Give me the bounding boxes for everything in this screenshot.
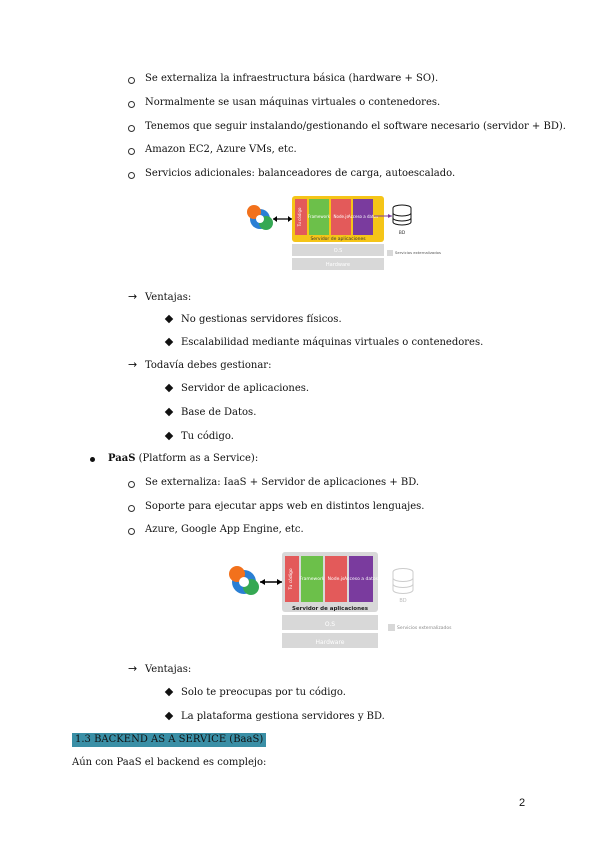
list-item: Base de Datos. bbox=[181, 407, 257, 418]
diamond-marker bbox=[165, 408, 173, 416]
list-item: Soporte para ejecutar apps web en distintos lenguajes. bbox=[145, 501, 425, 512]
db-label: BD bbox=[399, 598, 407, 604]
diamond-marker bbox=[165, 315, 173, 323]
legend-swatch bbox=[388, 624, 395, 631]
block-framework-label: Framework bbox=[299, 577, 325, 582]
list-marker bbox=[128, 505, 135, 512]
iaas-architecture-figure bbox=[240, 192, 441, 276]
list-item: Servicios adicionales: balanceadores de carga, autoescalado. bbox=[145, 168, 456, 179]
section-heading: 1.3 BACKEND AS A SERVICE (BaaS) bbox=[72, 733, 266, 747]
paas-title-rest: (Platform as a Service): bbox=[135, 453, 259, 464]
diamond-marker bbox=[165, 432, 173, 440]
arrow-marker: → bbox=[128, 662, 138, 675]
paas-title: PaaS bbox=[108, 453, 136, 464]
server-label: Servidor de aplicaciones bbox=[310, 237, 366, 242]
list-marker bbox=[128, 101, 135, 108]
legend-label: Servicios externalizados bbox=[397, 626, 452, 631]
list-item: Tenemos que seguir instalando/gestionando el software necesario (servidor + BD). bbox=[145, 121, 566, 132]
sub-heading: Ventajas: bbox=[145, 292, 192, 303]
list-item: Azure, Google App Engine, etc. bbox=[145, 524, 304, 535]
block-data-access-label: Acceso a datos bbox=[344, 577, 378, 582]
diamond-marker bbox=[165, 338, 173, 346]
list-item: Escalabilidad mediante máquinas virtuales o contenedores. bbox=[181, 337, 484, 348]
paragraph: Aún con PaaS el backend es complejo: bbox=[72, 757, 267, 768]
diamond-marker bbox=[165, 384, 173, 392]
block-framework-label: Framework bbox=[307, 214, 331, 219]
list-item: La plataforma gestiona servidores y BD. bbox=[181, 711, 385, 722]
block-runtime-label: Node.js bbox=[333, 214, 349, 219]
list-item: Solo te preocupas por tu código. bbox=[181, 687, 346, 698]
sub-heading: Todavía debes gestionar: bbox=[145, 360, 272, 371]
list-item: Normalmente se usan máquinas virtuales o contenedores. bbox=[145, 97, 441, 108]
list-marker bbox=[90, 457, 95, 462]
block-code-label: Tu código bbox=[297, 207, 302, 227]
list-item: No gestionas servidores físicos. bbox=[181, 314, 342, 325]
database-icon bbox=[393, 205, 411, 225]
browser-icon bbox=[247, 205, 273, 230]
legend-label: Servicios externalizados bbox=[395, 250, 441, 255]
sub-heading: Ventajas: bbox=[145, 664, 192, 675]
hardware-label: Hardware bbox=[315, 639, 345, 646]
list-item: Servidor de aplicaciones. bbox=[181, 383, 310, 394]
database-icon bbox=[393, 569, 413, 594]
list-item: Tu código. bbox=[181, 431, 234, 442]
list-item: Se externaliza la infraestructura básica (hardware + SO). bbox=[145, 73, 439, 84]
paas-architecture-figure bbox=[222, 548, 452, 652]
diamond-marker bbox=[165, 688, 173, 696]
diamond-marker bbox=[165, 712, 173, 720]
paas-heading bbox=[108, 452, 258, 465]
hardware-label: Hardware bbox=[325, 262, 351, 268]
block-runtime-label: Node.js bbox=[327, 577, 345, 582]
list-marker bbox=[128, 125, 135, 132]
server-label: Servidor de aplicaciones bbox=[291, 606, 369, 612]
os-label: O.S bbox=[333, 248, 343, 254]
list-marker bbox=[128, 481, 135, 488]
db-label: BD bbox=[398, 231, 406, 236]
list-item: Amazon EC2, Azure VMs, etc. bbox=[145, 144, 297, 155]
page-number: 2 bbox=[519, 797, 526, 809]
block-data-access-label: Acceso a datos bbox=[347, 214, 379, 219]
os-label: O.S bbox=[324, 621, 336, 628]
list-marker bbox=[128, 172, 135, 179]
browser-icon bbox=[229, 566, 259, 595]
list-marker bbox=[128, 148, 135, 155]
legend-swatch bbox=[387, 250, 393, 256]
block-code-label: Tu código bbox=[289, 568, 294, 590]
arrow-marker: → bbox=[128, 290, 138, 303]
list-marker bbox=[128, 528, 135, 535]
list-marker bbox=[128, 77, 135, 84]
list-item: Se externaliza: IaaS + Servidor de aplicaciones + BD. bbox=[145, 477, 420, 488]
arrow-marker: → bbox=[128, 358, 138, 371]
